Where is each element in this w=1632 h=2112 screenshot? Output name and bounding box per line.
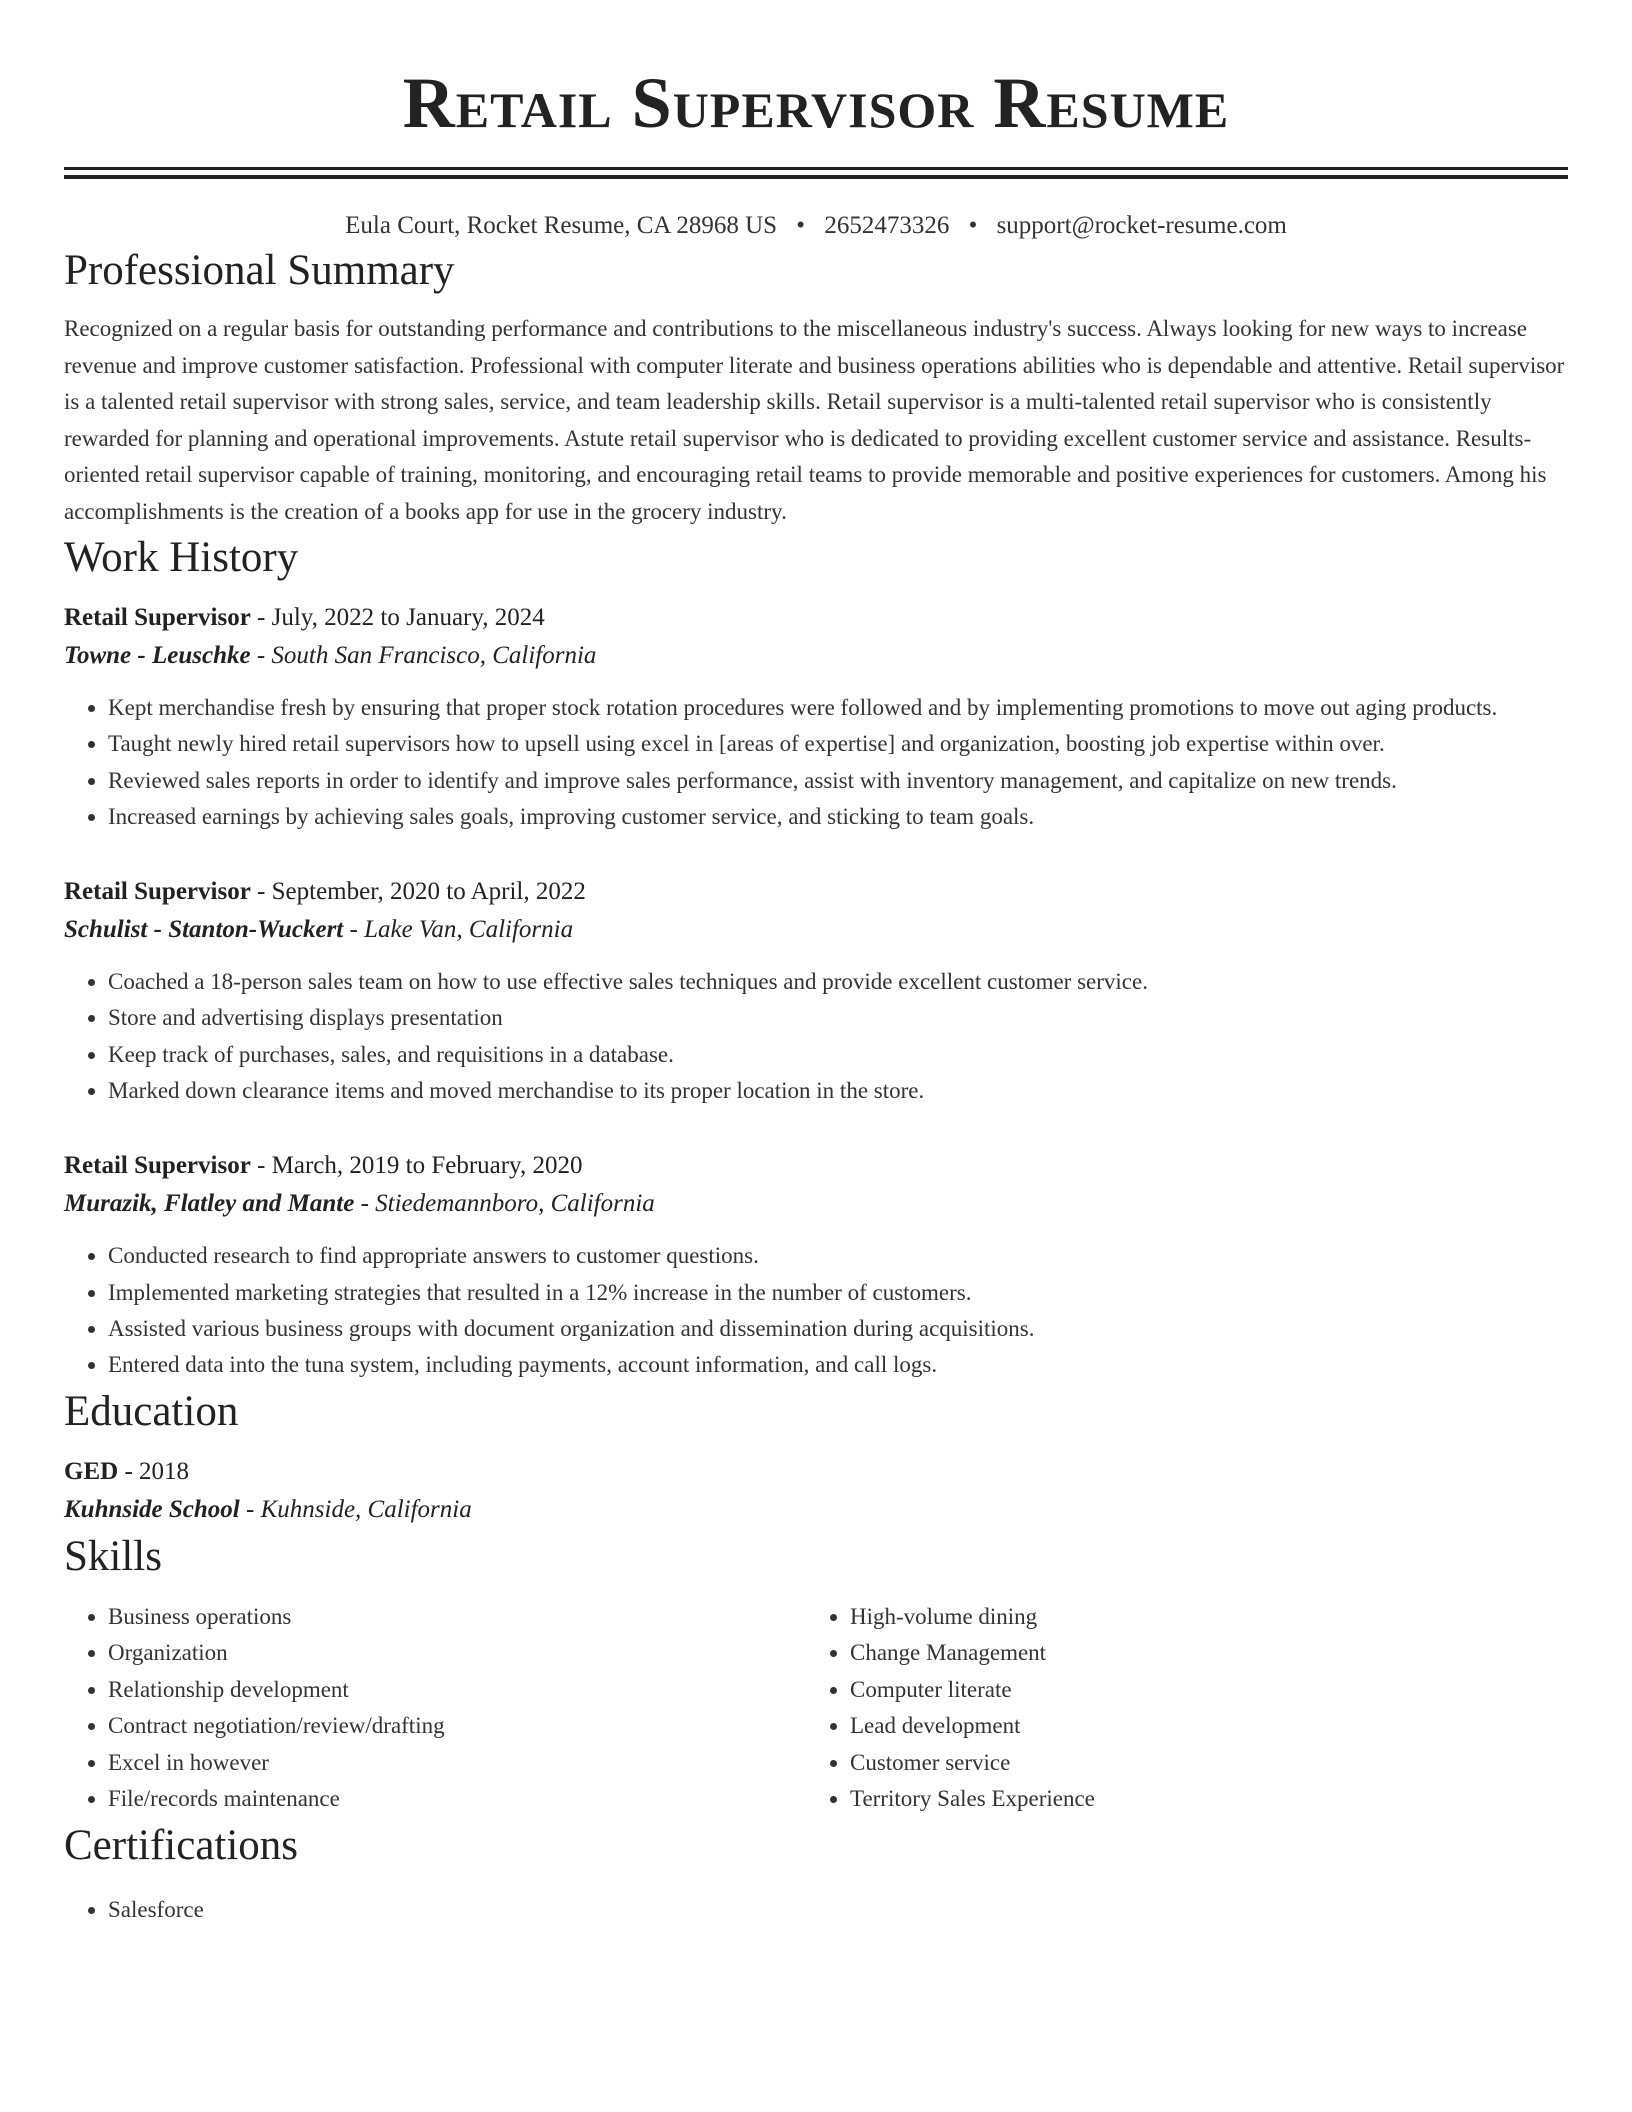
header-divider-second bbox=[64, 175, 1568, 179]
skill-item: • Computer literate bbox=[850, 1672, 1550, 1709]
skill-item: • Organization bbox=[108, 1635, 806, 1672]
job-title: Retail Supervisor bbox=[64, 878, 251, 906]
job-duty: • Implemented marketing strategies that resulted in a 12% increase in the number of customers. bbox=[108, 1275, 1568, 1311]
education-school-line bbox=[64, 1491, 1568, 1529]
skill-item: • Excel in however bbox=[108, 1745, 806, 1782]
job-title-line bbox=[64, 873, 1568, 911]
section-heading-education: Education bbox=[64, 1387, 239, 1435]
job-company-line bbox=[64, 911, 1568, 949]
contact-separator: • bbox=[968, 212, 978, 239]
skill-item: • High-volume dining bbox=[850, 1599, 1550, 1636]
job-duties bbox=[64, 1238, 1568, 1383]
job-location: - Lake Van, California bbox=[343, 916, 574, 944]
education-year: - 2018 bbox=[118, 1457, 190, 1485]
contact-separator: • bbox=[796, 212, 806, 239]
header-divider bbox=[64, 167, 1568, 170]
job-company: Towne - Leuschke bbox=[64, 642, 251, 669]
section-heading-skills: Skills bbox=[64, 1532, 162, 1580]
section-heading-certifications: Certifications bbox=[64, 1821, 299, 1869]
job-duties bbox=[64, 690, 1568, 835]
page-title: Retail Supervisor Resume bbox=[402, 63, 1230, 143]
job-company: Murazik, Flatley and Mante bbox=[64, 1190, 355, 1218]
education-degree: GED bbox=[64, 1457, 119, 1485]
job-duty: • Store and advertising displays presentation bbox=[108, 1000, 1568, 1036]
certification-item: • Salesforce bbox=[108, 1892, 1568, 1928]
job-dates: - March, 2019 to February, 2020 bbox=[250, 1152, 583, 1180]
job-title: Retail Supervisor bbox=[64, 604, 251, 631]
job-duties bbox=[64, 964, 1568, 1109]
skills-list bbox=[64, 1599, 1568, 1818]
skill-item: • Territory Sales Experience bbox=[850, 1781, 1550, 1818]
job-duty: • Reviewed sales reports in order to identify and improve sales performance, assist with inventory management, and capitalize on new trends. bbox=[108, 763, 1568, 799]
resume-page bbox=[64, 0, 1568, 1928]
certifications-list bbox=[64, 1892, 1568, 1928]
section-heading-work-history: Work History bbox=[64, 534, 299, 581]
job-location: - South San Francisco, California bbox=[250, 642, 597, 669]
contact-line bbox=[64, 209, 1568, 243]
job-entry bbox=[64, 599, 1568, 835]
job-title: Retail Supervisor bbox=[64, 1152, 251, 1180]
section-heading-summary: Professional Summary bbox=[64, 247, 455, 294]
job-dates: - July, 2022 to January, 2024 bbox=[250, 604, 545, 631]
skill-item: • Change Management bbox=[850, 1635, 1550, 1672]
skill-item: • Contract negotiation/review/drafting bbox=[108, 1708, 806, 1745]
summary-text: Recognized on a regular basis for outstanding performance and contributions to the miscellaneous industry's success. Always looking for new ways to increase revenue and improve customer satisfaction. Professional with computer literate and business operations abilities who is dependable and attentive. Retail supervisor is a talented retail supervisor with strong sales, service, and team leadership skills. Retail supervisor is a multi-talented retail supervisor who is consistently rewarded for planning and operational improvements. Astute retail supervisor who is dedicated to providing excellent customer service and assistance. Results-oriented retail supervisor capable of training, monitoring, and encouraging retail teams to provide memorable and positive experiences for customers. Among his accomplishments is the creation of a books app for use in the grocery industry. bbox=[64, 316, 1565, 524]
job-duty: • Increased earnings by achieving sales goals, improving customer service, and sticking to team goals. bbox=[108, 799, 1568, 835]
education-school: Kuhnside School bbox=[64, 1495, 240, 1523]
job-duty: • Conducted research to find appropriate answers to customer questions. bbox=[108, 1238, 1568, 1274]
job-duty: • Kept merchandise fresh by ensuring that proper stock rotation procedures were followed and by implementing promotions to move out aging products. bbox=[108, 690, 1568, 726]
job-duty: • Taught newly hired retail supervisors how to upsell using excel in [areas of expertise] and organization, boosting job expertise within over. bbox=[108, 726, 1568, 762]
skill-item: • File/records maintenance bbox=[108, 1781, 806, 1818]
job-company-line bbox=[64, 637, 1568, 675]
skill-item: • Relationship development bbox=[108, 1672, 806, 1709]
job-duty: • Entered data into the tuna system, including payments, account information, and call logs. bbox=[108, 1347, 1568, 1383]
job-duty: • Assisted various business groups with document organization and dissemination during acquisitions. bbox=[108, 1311, 1568, 1347]
education-entry bbox=[64, 1453, 1568, 1529]
education-location: - Kuhnside, California bbox=[239, 1495, 472, 1523]
job-entry bbox=[64, 873, 1568, 1109]
skill-item: • Business operations bbox=[108, 1599, 806, 1636]
contact-phone: 2652473326 bbox=[824, 212, 950, 239]
job-dates: - September, 2020 to April, 2022 bbox=[250, 878, 586, 906]
job-duty: • Coached a 18-person sales team on how to use effective sales techniques and provide excellent customer service. bbox=[108, 964, 1568, 1000]
job-company-line bbox=[64, 1185, 1568, 1223]
job-title-line bbox=[64, 599, 1568, 637]
skill-item: • Customer service bbox=[850, 1745, 1550, 1782]
education-degree-line bbox=[64, 1453, 1568, 1491]
skill-item: • Lead development bbox=[850, 1708, 1550, 1745]
contact-email: support@rocket-resume.com bbox=[996, 212, 1287, 239]
skills-column-left bbox=[64, 1599, 806, 1818]
job-title-line bbox=[64, 1147, 1568, 1185]
skills-column-right bbox=[806, 1599, 1550, 1818]
job-entry bbox=[64, 1147, 1568, 1383]
job-duty: • Keep track of purchases, sales, and requisitions in a database. bbox=[108, 1037, 1568, 1073]
contact-address: Eula Court, Rocket Resume, CA 28968 US bbox=[345, 212, 778, 239]
job-location: - Stiedemannboro, California bbox=[354, 1190, 655, 1218]
job-company: Schulist - Stanton-Wuckert bbox=[64, 916, 344, 944]
job-duty: • Marked down clearance items and moved merchandise to its proper location in the store. bbox=[108, 1073, 1568, 1109]
